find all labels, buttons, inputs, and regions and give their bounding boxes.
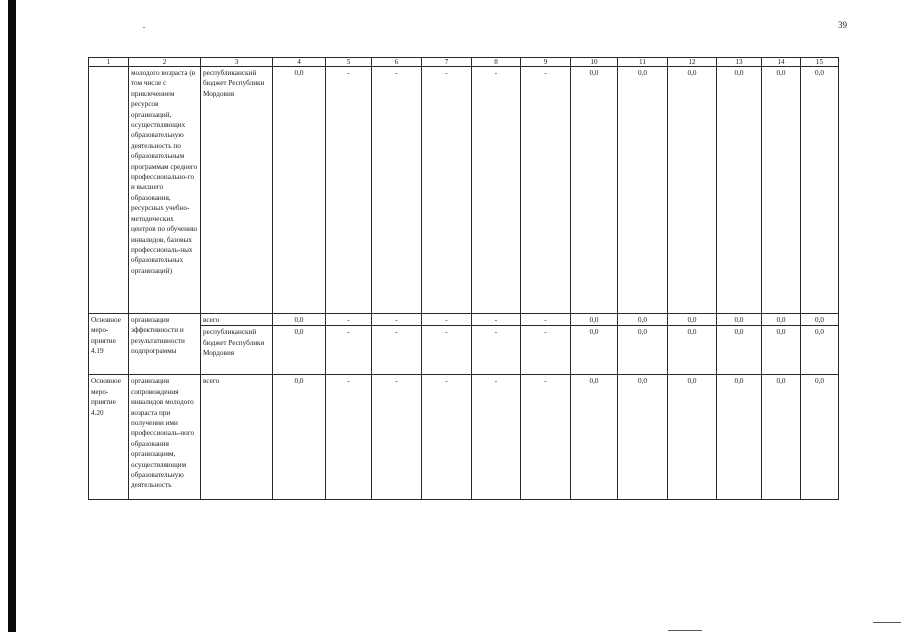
value-cell: 0,0 bbox=[762, 314, 801, 326]
value-cell: - bbox=[521, 375, 571, 500]
col-num: 5 bbox=[326, 58, 372, 67]
value-cell: 0,0 bbox=[717, 375, 762, 500]
value-cell: 0,0 bbox=[571, 67, 618, 314]
col-num: 10 bbox=[571, 58, 618, 67]
value-cell: - bbox=[326, 375, 372, 500]
value-cell: 0,0 bbox=[762, 326, 801, 375]
col-num: 9 bbox=[521, 58, 571, 67]
value-cell: - bbox=[372, 326, 422, 375]
value-cell: 0,0 bbox=[717, 67, 762, 314]
funding-source-cell: всего bbox=[201, 375, 273, 500]
page-number: 39 bbox=[838, 20, 847, 30]
funding-source-cell: всего bbox=[201, 314, 273, 326]
value-cell: - bbox=[372, 375, 422, 500]
value-cell: 0,0 bbox=[273, 326, 326, 375]
value-cell: 0,0 bbox=[618, 375, 668, 500]
col-num: 12 bbox=[668, 58, 717, 67]
scan-mark-bottom bbox=[668, 630, 702, 631]
budget-table bbox=[88, 57, 838, 500]
value-cell: 0,0 bbox=[668, 375, 717, 500]
col-num: 6 bbox=[372, 58, 422, 67]
activity-name-cell: молодого возраста (в том числе с привлечением ресурсов организаций, осуществляющих образовательную деятельность по образовательным программам среднего профессионально-го и высшего образования, ресурсных учебно-методических центров по обучению инвалидов, базовых профессиональ-ных образовательных организаций) bbox=[129, 67, 201, 314]
value-cell: - bbox=[472, 314, 521, 326]
value-cell: 0,0 bbox=[273, 375, 326, 500]
value-cell: - bbox=[326, 67, 372, 314]
col-num: 15 bbox=[801, 58, 839, 67]
col-num: 11 bbox=[618, 58, 668, 67]
value-cell: - bbox=[422, 326, 472, 375]
value-cell: - bbox=[422, 314, 472, 326]
col-num: 13 bbox=[717, 58, 762, 67]
col-num: 2 bbox=[129, 58, 201, 67]
value-cell: 0,0 bbox=[273, 314, 326, 326]
value-cell: 0,0 bbox=[571, 375, 618, 500]
scan-mark-bottom-right bbox=[873, 622, 901, 623]
value-cell: - bbox=[521, 314, 571, 326]
activity-cell bbox=[89, 67, 129, 314]
value-cell: - bbox=[422, 67, 472, 314]
value-cell: 0,0 bbox=[618, 326, 668, 375]
col-num: 1 bbox=[89, 58, 129, 67]
value-cell: 0,0 bbox=[668, 326, 717, 375]
funding-source-cell: республиканский бюджет Республики Мордовия bbox=[201, 326, 273, 375]
value-cell: 0,0 bbox=[717, 326, 762, 375]
value-cell: 0,0 bbox=[273, 67, 326, 314]
scan-edge-bar bbox=[8, 0, 16, 632]
value-cell: - bbox=[472, 67, 521, 314]
value-cell: 0,0 bbox=[618, 67, 668, 314]
col-num: 3 bbox=[201, 58, 273, 67]
value-cell: - bbox=[326, 326, 372, 375]
value-cell: 0,0 bbox=[571, 326, 618, 375]
col-num: 14 bbox=[762, 58, 801, 67]
activity-name-cell: организация эффективности и результативности подпрограммы bbox=[129, 314, 201, 375]
value-cell: 0,0 bbox=[801, 375, 839, 500]
table-row bbox=[89, 326, 839, 375]
value-cell: - bbox=[521, 326, 571, 375]
value-cell: - bbox=[472, 326, 521, 375]
value-cell: - bbox=[326, 314, 372, 326]
value-cell: 0,0 bbox=[717, 314, 762, 326]
value-cell: 0,0 bbox=[668, 67, 717, 314]
value-cell: 0,0 bbox=[801, 326, 839, 375]
value-cell: - bbox=[372, 314, 422, 326]
value-cell: 0,0 bbox=[762, 67, 801, 314]
value-cell: 0,0 bbox=[618, 314, 668, 326]
scan-speck bbox=[143, 27, 145, 28]
col-num: 4 bbox=[273, 58, 326, 67]
table-row bbox=[89, 375, 839, 500]
col-num: 7 bbox=[422, 58, 472, 67]
value-cell: 0,0 bbox=[668, 314, 717, 326]
value-cell: - bbox=[472, 375, 521, 500]
activity-name-cell: организация сопровождения инвалидов молодого возраста при получении ими профессиональ-ного образования организациям, осуществляющим образовательную деятельность bbox=[129, 375, 201, 500]
activity-cell: Основное меро-приятие 4.20 bbox=[89, 375, 129, 500]
col-num: 8 bbox=[472, 58, 521, 67]
value-cell: 0,0 bbox=[801, 314, 839, 326]
value-cell: 0,0 bbox=[571, 314, 618, 326]
value-cell: - bbox=[422, 375, 472, 500]
value-cell: - bbox=[521, 67, 571, 314]
value-cell: - bbox=[372, 67, 422, 314]
funding-source-cell: республиканский бюджет Республики Мордовия bbox=[201, 67, 273, 314]
activity-cell: Основное меро-приятие 4.19 bbox=[89, 314, 129, 375]
table-row bbox=[89, 67, 839, 314]
column-number-row bbox=[89, 58, 839, 67]
value-cell: 0,0 bbox=[762, 375, 801, 500]
value-cell: 0,0 bbox=[801, 67, 839, 314]
table-row bbox=[89, 314, 839, 326]
